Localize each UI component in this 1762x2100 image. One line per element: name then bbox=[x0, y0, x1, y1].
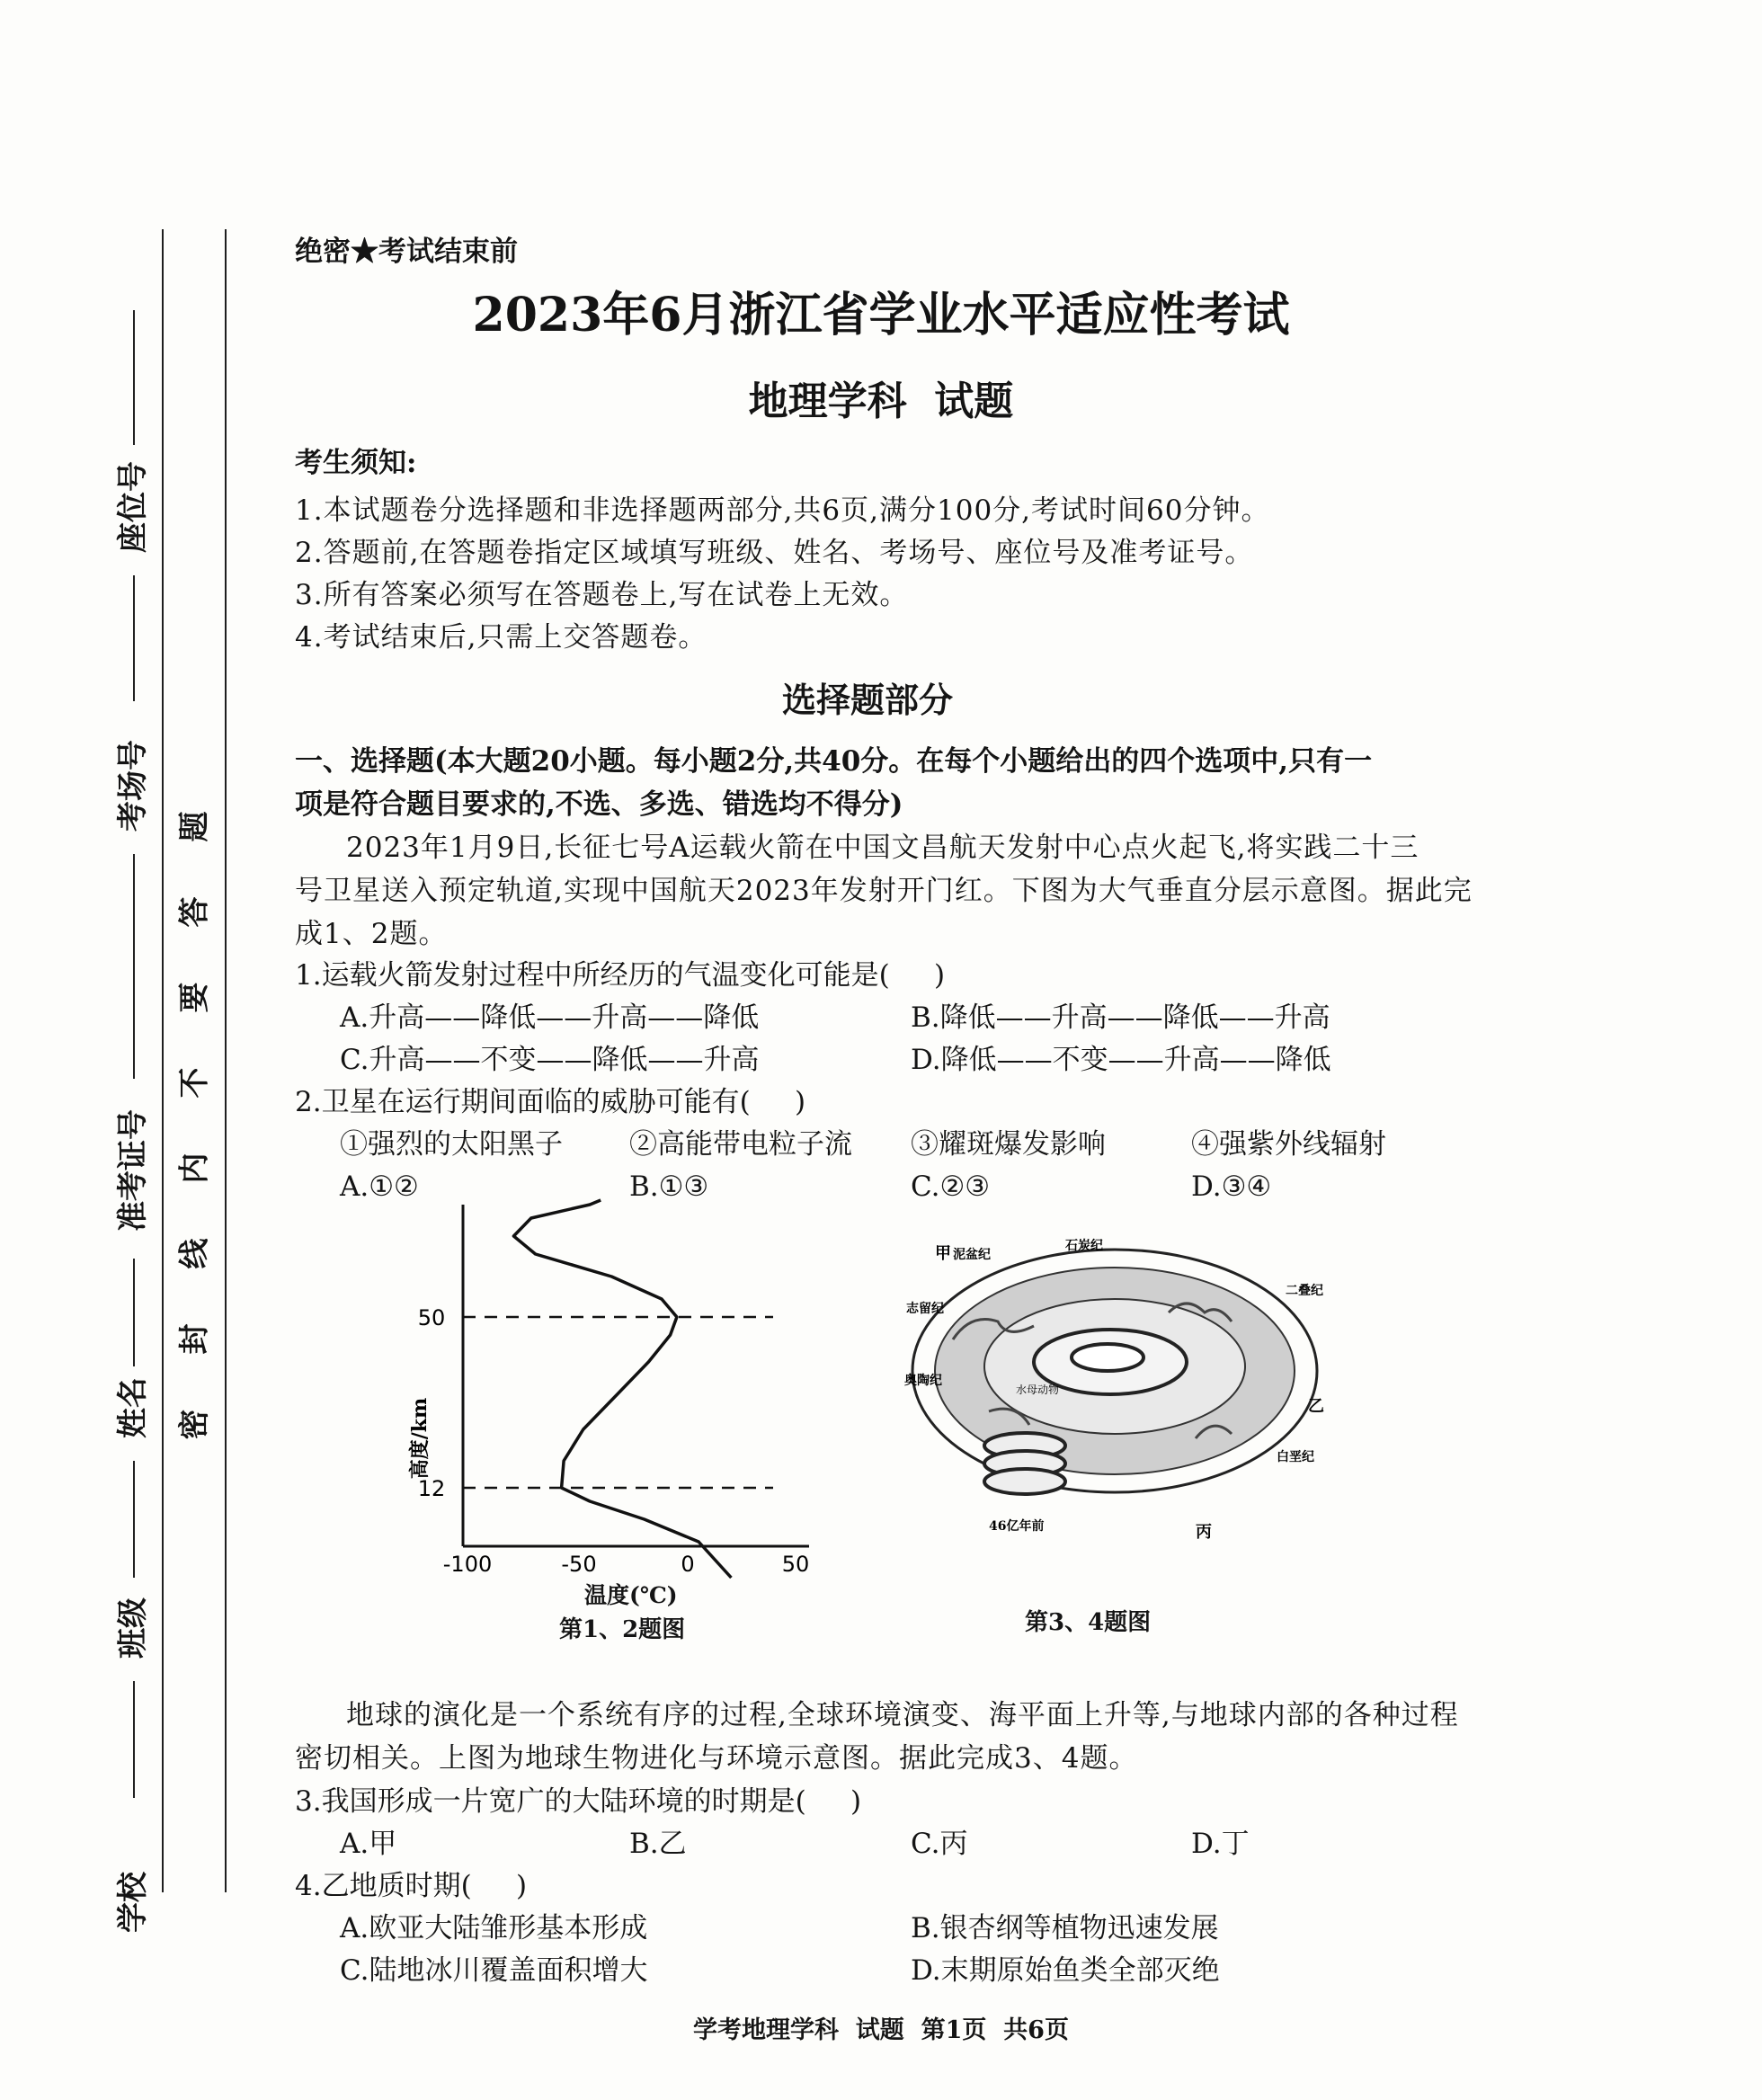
margin-line-outer bbox=[162, 229, 164, 1892]
threat-item: ②高能带电粒子流 bbox=[629, 1128, 852, 1161]
option: A.①② bbox=[340, 1170, 419, 1203]
seal-char: 题 bbox=[176, 811, 213, 842]
threat-item: ④强紫外线辐射 bbox=[1191, 1128, 1386, 1161]
option: A.欧亚大陆雏形基本形成 bbox=[340, 1912, 648, 1944]
option: B.①③ bbox=[629, 1170, 709, 1203]
seal-char: 密 bbox=[176, 1409, 213, 1440]
era-label: 泥盆纪 bbox=[953, 1248, 991, 1262]
page-footer: 学考地理学科 试题 第1页 共6页 bbox=[693, 2016, 1069, 2044]
part-heading: 项是符合题目要求的,不选、多选、错选均不得分) bbox=[295, 788, 903, 821]
atmosphere-chart bbox=[396, 1196, 827, 1591]
era-label: 志留纪 bbox=[906, 1302, 944, 1316]
option: C.陆地冰川覆盖面积增大 bbox=[340, 1954, 648, 1987]
era-label: 水母动物 bbox=[1016, 1384, 1060, 1396]
section-title: 选择题部分 bbox=[782, 680, 954, 720]
passage-line: 2023年1月9日,长征七号A运载火箭在中国文昌航天发射中心点火起飞,将实践二十三 bbox=[346, 832, 1419, 864]
option: A.甲 bbox=[340, 1828, 397, 1860]
notice-heading: 考生须知: bbox=[295, 447, 417, 479]
notice-item: 3.所有答案必须写在答题卷上,写在试卷上无效。 bbox=[295, 579, 909, 611]
passage-line: 号卫星送入预定轨道,实现中国航天2023年发射开门红。下图为大气垂直分层示意图。据此完 bbox=[295, 875, 1473, 907]
seal-char: 封 bbox=[176, 1323, 213, 1355]
school-label: 学校 bbox=[115, 1872, 151, 1933]
x-tick: 0 bbox=[681, 1552, 695, 1577]
seal-char: 答 bbox=[176, 896, 213, 928]
figure2-caption: 第3、4题图 bbox=[1025, 1609, 1152, 1636]
secret-mark: 绝密★考试结束前 bbox=[295, 236, 518, 268]
y-axis-label: 高度/km bbox=[408, 1397, 432, 1480]
ticket-label: 准考证号 bbox=[115, 1109, 151, 1232]
name-blank bbox=[133, 1461, 135, 1578]
era-label: 白垩纪 bbox=[1277, 1450, 1314, 1464]
ticket-blank bbox=[133, 1259, 135, 1366]
temperature-curve bbox=[513, 1200, 731, 1578]
threat-item: ①强烈的太阳黑子 bbox=[340, 1128, 563, 1161]
option: D.降低——不变——升高——降低 bbox=[911, 1044, 1331, 1076]
option: B.乙 bbox=[629, 1828, 687, 1860]
seal-char: 要 bbox=[176, 982, 213, 1013]
seal-char: 线 bbox=[176, 1238, 213, 1269]
part-heading: 一、选择题(本大题20小题。每小题2分,共40分。在每个小题给出的四个选项中,只有一 bbox=[295, 745, 1373, 778]
era-label: 二叠纪 bbox=[1286, 1284, 1323, 1298]
threat-item: ③耀斑爆发影响 bbox=[911, 1128, 1106, 1161]
option: C.升高——不变——降低——升高 bbox=[340, 1044, 760, 1076]
spiral-core bbox=[1072, 1344, 1144, 1371]
spiral-coil bbox=[984, 1469, 1065, 1494]
x-axis-label: 温度(℃) bbox=[584, 1582, 678, 1608]
option: B.降低——升高——降低——升高 bbox=[911, 1001, 1330, 1034]
x-tick: 50 bbox=[781, 1552, 810, 1577]
figure1-caption: 第1、2题图 bbox=[559, 1616, 686, 1643]
question-stem: 3.我国形成一片宽广的大陆环境的时期是( ) bbox=[295, 1785, 862, 1818]
era-label: 奥陶纪 bbox=[904, 1374, 942, 1388]
stage-label: 丙 bbox=[1196, 1523, 1212, 1542]
question-stem: 2.卫星在运行期间面临的威胁可能有( ) bbox=[295, 1086, 806, 1118]
notice-item: 1.本试题卷分选择题和非选择题两部分,共6页,满分100分,考试时间60分钟。 bbox=[295, 494, 1270, 527]
room-label: 考场号 bbox=[115, 740, 151, 832]
option: D.末期原始鱼类全部灭绝 bbox=[911, 1954, 1220, 1987]
seat-label: 座位号 bbox=[115, 461, 151, 553]
notice-item: 2.答题前,在答题卷指定区域填写班级、姓名、考场号、座位号及准考证号。 bbox=[295, 537, 1254, 569]
x-tick: -50 bbox=[561, 1552, 597, 1577]
y-tick-12: 12 bbox=[417, 1476, 446, 1501]
exam-subtitle: 地理学科 试题 bbox=[748, 378, 1014, 424]
earth-evolution-figure bbox=[899, 1232, 1322, 1564]
x-tick: -100 bbox=[442, 1552, 493, 1577]
notice-item: 4.考试结束后,只需上交答题卷。 bbox=[295, 621, 707, 654]
passage-line: 成1、2题。 bbox=[295, 918, 448, 950]
option: C.丙 bbox=[911, 1828, 968, 1860]
y-tick-50: 50 bbox=[417, 1305, 446, 1330]
class-label: 班级 bbox=[115, 1597, 151, 1659]
era-label: 石炭纪 bbox=[1065, 1239, 1103, 1253]
class-blank bbox=[133, 1681, 135, 1798]
option: C.②③ bbox=[911, 1170, 991, 1203]
passage-line: 地球的演化是一个系统有序的过程,全球环境演变、海平面上升等,与地球内部的各种过程 bbox=[346, 1699, 1459, 1731]
option: B.银杏纲等植物迅速发展 bbox=[911, 1912, 1219, 1944]
seal-char: 内 bbox=[176, 1152, 213, 1184]
passage-line: 密切相关。上图为地球生物进化与环境示意图。据此完成3、4题。 bbox=[295, 1742, 1138, 1775]
origin-label: 46亿年前 bbox=[989, 1519, 1045, 1534]
option: D.丁 bbox=[1191, 1828, 1250, 1860]
name-label: 姓名 bbox=[115, 1377, 151, 1438]
option: D.③④ bbox=[1191, 1170, 1272, 1203]
stage-label: 甲 bbox=[935, 1244, 951, 1263]
room-blank bbox=[133, 854, 135, 1079]
exam-title: 2023年6月浙江省学业水平适应性考试 bbox=[472, 288, 1290, 343]
seat-blank-lower bbox=[133, 575, 135, 701]
seal-char: 不 bbox=[176, 1067, 213, 1099]
stage-label: 乙 bbox=[1308, 1397, 1324, 1416]
option: A.升高——降低——升高——降低 bbox=[340, 1001, 760, 1034]
question-stem: 4.乙地质时期( ) bbox=[295, 1870, 528, 1902]
margin-line-inner bbox=[225, 229, 227, 1892]
question-stem: 1.运载火箭发射过程中所经历的气温变化可能是( ) bbox=[295, 959, 946, 992]
